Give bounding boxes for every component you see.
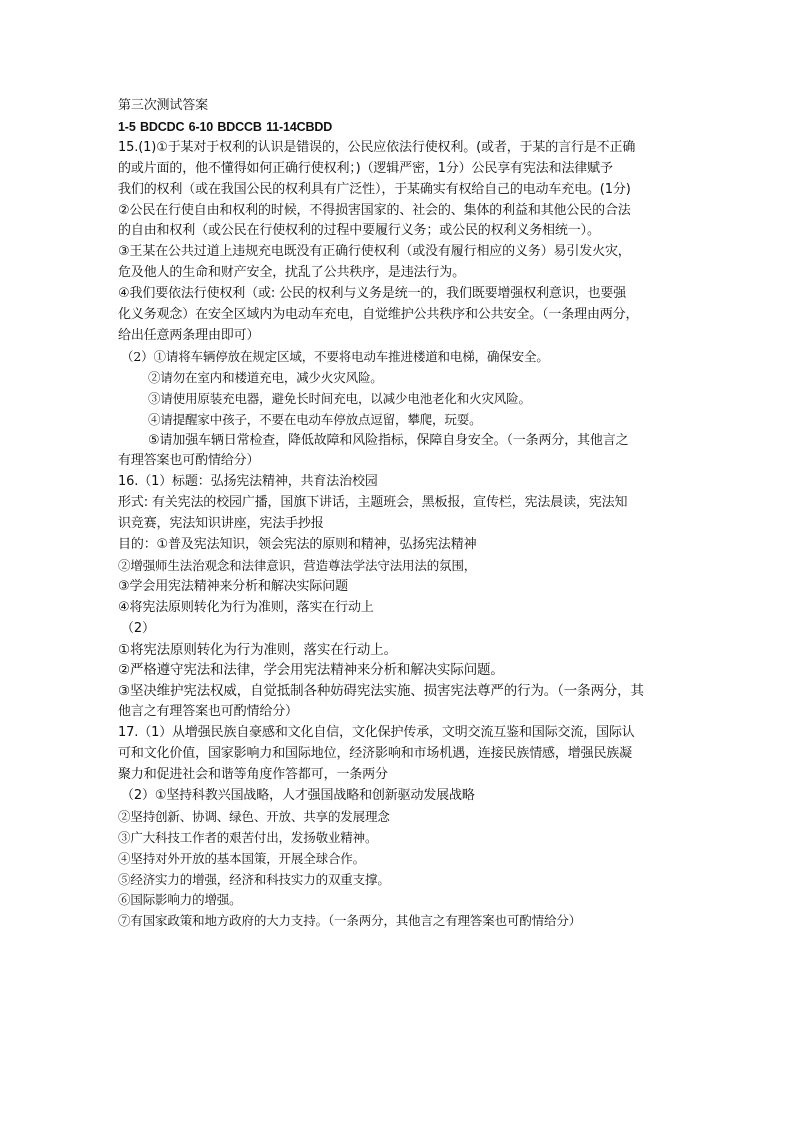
q15-line-5: 的自由和权利（或公民在行使权利的过程中要履行义务；或公民的权利义务相统一）。 bbox=[118, 223, 600, 239]
answer-document bbox=[118, 96, 690, 932]
q17-2-item-2: ②坚持创新、协调、绿色、开放、共享的发展理念 bbox=[118, 808, 390, 824]
q15-line-10: 给出任意两条理由即可） bbox=[118, 327, 260, 343]
q15-2-item-1: （2）①请将车辆停放在规定区域，不要将电动车推进楼道和电梯，确保安全。 bbox=[121, 348, 549, 364]
q15-line-7: 危及他人的生命和财产安全，扰乱了公共秩序，是违法行为。 bbox=[118, 265, 465, 281]
q16-purpose-line-2: ②增强师生法治观念和法律意识，营造尊法学法守法用法的氛围， bbox=[118, 557, 477, 573]
q17-2-item-6: ⑥国际影响力的增强。 bbox=[118, 892, 242, 908]
q15-line-9: 化义务观念）在安全区域内为电动车充电，自觉维护公共秩序和公共安全。（一条理由两分， bbox=[118, 307, 639, 323]
q15-2-item-3: ③请使用原装充电器，避免长时间充电，以减少电池老化和火灾风险。 bbox=[148, 390, 531, 406]
document-title: 第三次测试答案 bbox=[118, 98, 208, 113]
q17-line-2: 可和文化价值，国家影响力和国际地位，经济影响和市场机遇，连接民族情感，增强民族凝 bbox=[118, 746, 633, 762]
q16-form-line-1: 形式: 有关宪法的校园广播，国旗下讲话，主题班会，黑板报，宣传栏，宪法晨读，宪法知 bbox=[118, 495, 628, 511]
q16-2-item-1: ①将宪法原则转化为行为准则，落实在行动上。 bbox=[118, 641, 397, 658]
q15-2-item-4: ④请提醒家中孩子，不要在电动车停放点逗留，攀爬，玩耍。 bbox=[148, 411, 482, 427]
q16-part-2-heading: （2） bbox=[121, 620, 155, 636]
q16-purpose-line-3: ③学会用宪法精神来分析和解决实际问题 bbox=[118, 578, 348, 594]
q17-line-3: 聚力和促进社会和谐等角度作答都可，一条两分 bbox=[118, 767, 388, 782]
q15-2-item-2: ②请勿在室内和楼道充电，减少火灾风险。 bbox=[148, 369, 383, 385]
q17-2-item-1: （2）①坚持科教兴国战略，人才强国战略和创新驱动发展战略 bbox=[121, 787, 475, 803]
q17-2-item-4: ④坚持对外开放的基本国策，开展全球合作。 bbox=[118, 850, 366, 866]
q17-2-item-7: ⑦有国家政策和地方政府的大力支持。（一条两分，其他言之有理答案也可酌情给分） bbox=[118, 913, 582, 929]
q15-line-3: 我们的权利（或在我国公民的权利具有广泛性），于某确实有权给自己的电动车充电。(1分) bbox=[118, 181, 631, 197]
q16-title-line: 16.（1）标题：弘扬宪法精神，共育法治校园 bbox=[118, 474, 378, 490]
q15-line-2: 的或片面的，他不懂得如何正确行使权利；)（逻辑严密，1分）公民享有宪法和法律赋予 bbox=[118, 160, 613, 176]
q15-2-note: 有理答案也可酌情给分） bbox=[118, 453, 260, 469]
q15-line-6: ③王某在公共过道上违规充电既没有正确行使权利（或没有履行相应的义务）易引发火灾， bbox=[118, 244, 631, 260]
q15-line-1: 15.(1)①于某对于权利的认识是错误的，公民应依法行使权利。(或者，于某的言行是不正确 bbox=[118, 139, 636, 155]
q17-2-item-5: ⑤经济实力的增强，经济和科技实力的双重支撑。 bbox=[118, 871, 390, 887]
q15-line-4: ②公民在行使自由和权利的时候，不得损害国家的、社会的、集体的利益和其他公民的合法 bbox=[118, 202, 631, 218]
q16-form-line-2: 识竞赛，宪法知识讲座，宪法手抄报 bbox=[118, 516, 324, 532]
q16-purpose-line-4: ④将宪法原则转化为行为准则，落实在行动上 bbox=[118, 599, 374, 615]
multiple-choice-answers: 1-5 BDCDC 6-10 BDCCB 11-14CBDD bbox=[118, 119, 333, 134]
q17-2-item-3: ③广大科技工作者的艰苦付出，发扬敬业精神。 bbox=[118, 829, 378, 845]
q16-2-item-3: ③坚决维护宪法权威，自觉抵制各种妨碍宪法实施、损害宪法尊严的行为。（一条两分，其 bbox=[118, 683, 644, 700]
q15-2-item-5: ⑤请加强车辆日常检查，降低故障和风险指标，保障自身安全。（一条两分，其他言之 bbox=[148, 432, 629, 448]
q16-2-note: 他言之有理答案也可酌情给分） bbox=[118, 704, 298, 720]
q15-line-8: ④我们要依法行使权利（或: 公民的权利与义务是统一的，我们既要增强权利意识，也要强 bbox=[118, 286, 627, 302]
q16-2-item-2: ②严格遵守宪法和法律，学会用宪法精神来分析和解决实际问题。 bbox=[118, 662, 504, 679]
q17-line-1: 17.（1）从增强民族自豪感和文化自信，文化保护传承，文明交流互鉴和国际交流，国际认 bbox=[118, 725, 635, 741]
q16-purpose-line-1: 目的：①普及宪法知识，领会宪法的原则和精神，弘扬宪法精神 bbox=[118, 537, 477, 553]
